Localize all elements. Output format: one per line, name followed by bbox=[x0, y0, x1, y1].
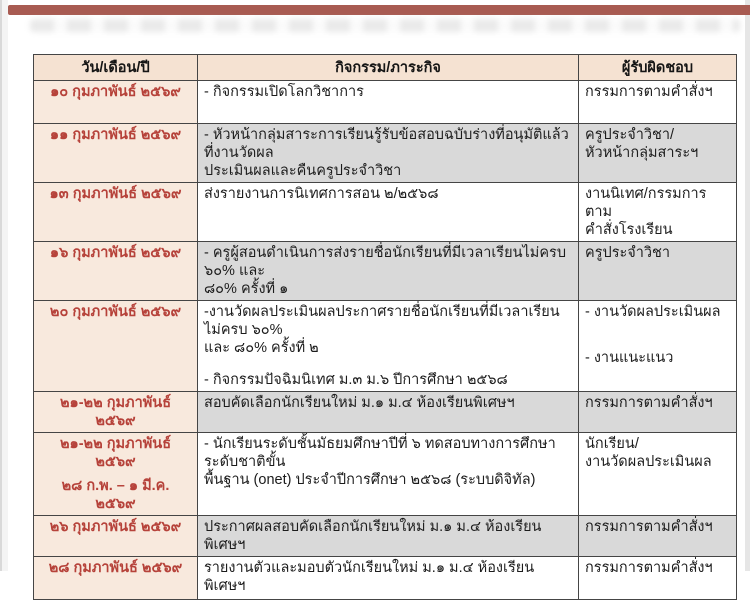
responsible-cell bbox=[579, 183, 737, 242]
date-cell bbox=[34, 301, 198, 392]
blurred-text-remnant bbox=[30, 19, 740, 32]
activities-line: ประกาศผลสอบคัดเลือกนักเรียนใหม่ ม.๑ ม.๔ ห้องเรียนพิเศษฯ bbox=[204, 519, 542, 553]
header-activity-column: กิจกรรม/ภาระกิจ bbox=[198, 55, 579, 81]
activity-cell bbox=[198, 516, 579, 557]
activity-cell bbox=[198, 81, 579, 124]
date-line: ๒๑-๒๒ กุมภาพันธ์ ๒๕๖๙ bbox=[59, 395, 172, 429]
date-cell bbox=[34, 81, 198, 124]
responsible-cell bbox=[579, 242, 737, 301]
responsible-cell bbox=[579, 301, 737, 392]
responsible-line: ครูประจำวิชา/ bbox=[585, 127, 675, 143]
activities-line: ส่งรายงานการนิเทศการสอน ๒/๒๕๖๘ bbox=[204, 186, 439, 202]
activities-line: รายงานตัวและมอบตัวนักเรียนใหม่ ม.๑ ม.๔ ห้องเรียนพิเศษฯ bbox=[204, 560, 535, 594]
responsible-line: กรรมการตามคำสั่งฯ bbox=[585, 519, 713, 535]
activities-line: ๘๐% ครั้งที่ ๑ bbox=[204, 281, 289, 297]
activities-line: พื้นฐาน (onet) ประจำปีการศึกษา ๒๕๖๘ (ระบบดิจิทัล) bbox=[204, 472, 536, 488]
activities-line bbox=[204, 357, 572, 371]
date-cell bbox=[34, 557, 198, 600]
date-line: ๑๑ กุมภาพันธ์ ๒๕๖๙ bbox=[49, 127, 182, 143]
responsible-cell bbox=[579, 392, 737, 433]
activity-cell bbox=[198, 433, 579, 516]
date-line: ๒๑-๒๒ กุมภาพันธ์ ๒๕๖๙ bbox=[59, 436, 172, 470]
responsible-line: กรรมการตามคำสั่งฯ bbox=[585, 395, 713, 411]
header-row bbox=[34, 55, 737, 81]
responsible-line bbox=[585, 321, 730, 335]
activities-line: -งานวัดผลประเมินผลประกาศรายชื่อนักเรียนที่มีเวลาเรียนไม่ครบ ๖๐% bbox=[204, 304, 560, 338]
activity-cell bbox=[198, 183, 579, 242]
activity-cell bbox=[198, 392, 579, 433]
activities-line: - กิจกรรมเปิดโลกวิชาการ bbox=[204, 84, 364, 100]
activities-line: และ ๘๐% ครั้งที่ ๒ bbox=[204, 340, 319, 356]
date-line: ๒๘ กุมภาพันธ์ ๒๕๖๙ bbox=[48, 560, 183, 576]
date-cell bbox=[34, 433, 198, 516]
date-line: ๑๓ กุมภาพันธ์ ๒๕๖๙ bbox=[49, 186, 182, 202]
date-cell bbox=[34, 516, 198, 557]
activities-line: - หัวหน้ากลุ่มสาระการเรียนรู้รับข้อสอบฉบับร่างที่อนุมัติแล้วที่งานวัดผล bbox=[204, 127, 569, 161]
date-line: ๑๖ กุมภาพันธ์ ๒๕๖๙ bbox=[49, 245, 182, 261]
table-row bbox=[34, 124, 737, 183]
responsible-line: กรรมการตามคำสั่งฯ bbox=[585, 84, 713, 100]
responsible-line bbox=[585, 335, 730, 349]
responsible-line: หัวหน้ากลุ่มสาระฯ bbox=[585, 145, 699, 161]
responsible-line: คำสั่งโรงเรียน bbox=[585, 222, 673, 238]
responsible-line: นักเรียน/ bbox=[585, 436, 639, 452]
date-line: ๒๖ กุมภาพันธ์ ๒๕๖๙ bbox=[49, 519, 182, 535]
table-row bbox=[34, 392, 737, 433]
responsible-cell bbox=[579, 81, 737, 124]
responsible-cell bbox=[579, 124, 737, 183]
activity-cell bbox=[198, 124, 579, 183]
responsible-cell bbox=[579, 557, 737, 600]
activity-cell bbox=[198, 557, 579, 600]
activities-line: ประเมินผลและคืนครูประจำวิชา bbox=[204, 163, 402, 179]
responsible-cell bbox=[579, 516, 737, 557]
table-row bbox=[34, 301, 737, 392]
header-date-column: วัน/เดือน/ปี bbox=[34, 55, 198, 81]
date-cell bbox=[34, 183, 198, 242]
activities-line: - กิจกรรมปัจฉิมนิเทศ ม.๓ ม.๖ ปีการศึกษา ๒๕๖๘ bbox=[204, 372, 508, 388]
page-edge-right bbox=[745, 0, 750, 571]
date-cell bbox=[34, 242, 198, 301]
page-edge-left-shade bbox=[2, 0, 8, 571]
activity-cell bbox=[198, 301, 579, 392]
table-row bbox=[34, 433, 737, 516]
date-cell bbox=[34, 392, 198, 433]
schedule-table bbox=[33, 54, 737, 600]
activities-line: - นักเรียนระดับชั้นมัธยมศึกษาปีที่ ๖ ทดสอบทางการศึกษาระดับชาติขั้น bbox=[204, 436, 556, 470]
responsible-line: งานวัดผลประเมินผล bbox=[585, 454, 712, 470]
schedule-table-body bbox=[34, 81, 737, 600]
date-cell bbox=[34, 124, 198, 183]
header-responsible-column: ผู้รับผิดชอบ bbox=[579, 55, 737, 81]
responsible-cell bbox=[579, 433, 737, 516]
activity-cell bbox=[198, 242, 579, 301]
table-row bbox=[34, 516, 737, 557]
responsible-line: - งานแนะแนว bbox=[585, 350, 674, 366]
activities-line: สอบคัดเลือกนักเรียนใหม่ ม.๑ ม.๔ ห้องเรียนพิเศษฯ bbox=[204, 395, 515, 411]
responsible-line: งานนิเทศ/กรรมการตาม bbox=[585, 186, 707, 220]
date-line: ๑๐ กุมภาพันธ์ ๒๕๖๙ bbox=[50, 84, 181, 100]
activities-line: - ครูผู้สอนดำเนินการส่งรายชื่อนักเรียนที่มีเวลาเรียนไม่ครบ ๖๐% และ bbox=[204, 245, 567, 279]
responsible-line: ครูประจำวิชา bbox=[585, 245, 671, 261]
responsible-line: - งานวัดผลประเมินผล bbox=[585, 304, 721, 320]
table-row bbox=[34, 557, 737, 600]
table-row bbox=[34, 81, 737, 124]
date-line: ๒๐ กุมภาพันธ์ ๒๕๖๙ bbox=[49, 304, 182, 320]
table-row bbox=[34, 242, 737, 301]
top-red-bar bbox=[8, 5, 750, 15]
schedule-table-header bbox=[34, 55, 737, 81]
responsible-line: กรรมการตามคำสั่งฯ bbox=[585, 560, 713, 576]
date-line: ๒๘ ก.พ. – ๑ มี.ค. ๒๕๖๙ bbox=[61, 478, 170, 512]
table-row bbox=[34, 183, 737, 242]
